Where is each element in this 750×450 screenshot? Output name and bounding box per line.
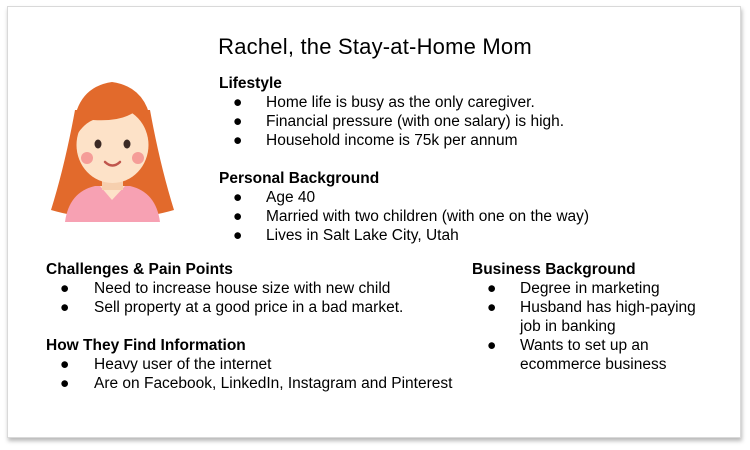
list-item-text: Household income is 75k per annum	[266, 132, 518, 149]
list-item-text: Age 40	[266, 189, 316, 206]
list-item: ● Wants to set up an ecommerce business	[487, 337, 667, 373]
business-background-section	[472, 260, 732, 374]
challenges-heading: Challenges & Pain Points	[46, 261, 233, 278]
girl-avatar-icon	[45, 70, 180, 225]
persona-title: Rachel, the Stay-at-Home Mom	[218, 34, 532, 59]
challenges-list	[46, 279, 403, 317]
find-information-heading: How They Find Information	[46, 337, 246, 354]
list-item: ● Sell property at a good price in a bad market.	[60, 299, 404, 316]
business-background-heading: Business Background	[472, 261, 636, 278]
list-item-text: Financial pressure (with one salary) is high.	[266, 113, 565, 130]
list-item: ● Home life is busy as the only caregiver.	[233, 94, 535, 111]
list-item: ● Lives in Salt Lake City, Utah	[233, 227, 459, 244]
list-item: ● Age 40	[233, 189, 316, 206]
list-item: ● Married with two children (with one on the way)	[233, 208, 590, 225]
list-item-text: Lives in Salt Lake City, Utah	[266, 227, 459, 244]
list-item-text: Married with two children (with one on the way)	[266, 208, 590, 225]
list-item-text: Heavy user of the internet	[94, 356, 272, 373]
list-item-text: Home life is busy as the only caregiver.	[266, 94, 535, 111]
find-information-list	[46, 355, 466, 393]
list-item-text: Husband has high-paying job in banking	[520, 299, 696, 335]
personal-background-list	[219, 188, 589, 245]
personal-background-section	[219, 169, 589, 245]
list-item-text: Are on Facebook, LinkedIn, Instagram and Pinterest	[94, 375, 453, 392]
list-item: ● Degree in marketing	[487, 280, 660, 297]
lifestyle-list	[219, 93, 564, 150]
lifestyle-heading: Lifestyle	[219, 75, 282, 92]
list-item: ● Are on Facebook, LinkedIn, Instagram and Pinterest	[60, 375, 453, 392]
list-item: ● Household income is 75k per annum	[233, 132, 518, 149]
find-information-section	[46, 336, 466, 393]
list-item-text: Sell property at a good price in a bad market.	[94, 299, 404, 316]
list-item-text: Wants to set up an ecommerce business	[520, 337, 667, 373]
list-item: ● Need to increase house size with new child	[60, 280, 391, 297]
list-item-text: Need to increase house size with new child	[94, 280, 391, 297]
personal-background-heading: Personal Background	[219, 170, 380, 187]
list-item-text: Degree in marketing	[520, 280, 660, 297]
business-background-list	[472, 279, 732, 374]
list-item: ● Heavy user of the internet	[60, 356, 272, 373]
list-item: ● Husband has high-paying job in banking	[487, 299, 696, 335]
lifestyle-section	[219, 74, 564, 150]
challenges-section	[46, 260, 403, 317]
list-item: ● Financial pressure (with one salary) is high.	[233, 113, 565, 130]
